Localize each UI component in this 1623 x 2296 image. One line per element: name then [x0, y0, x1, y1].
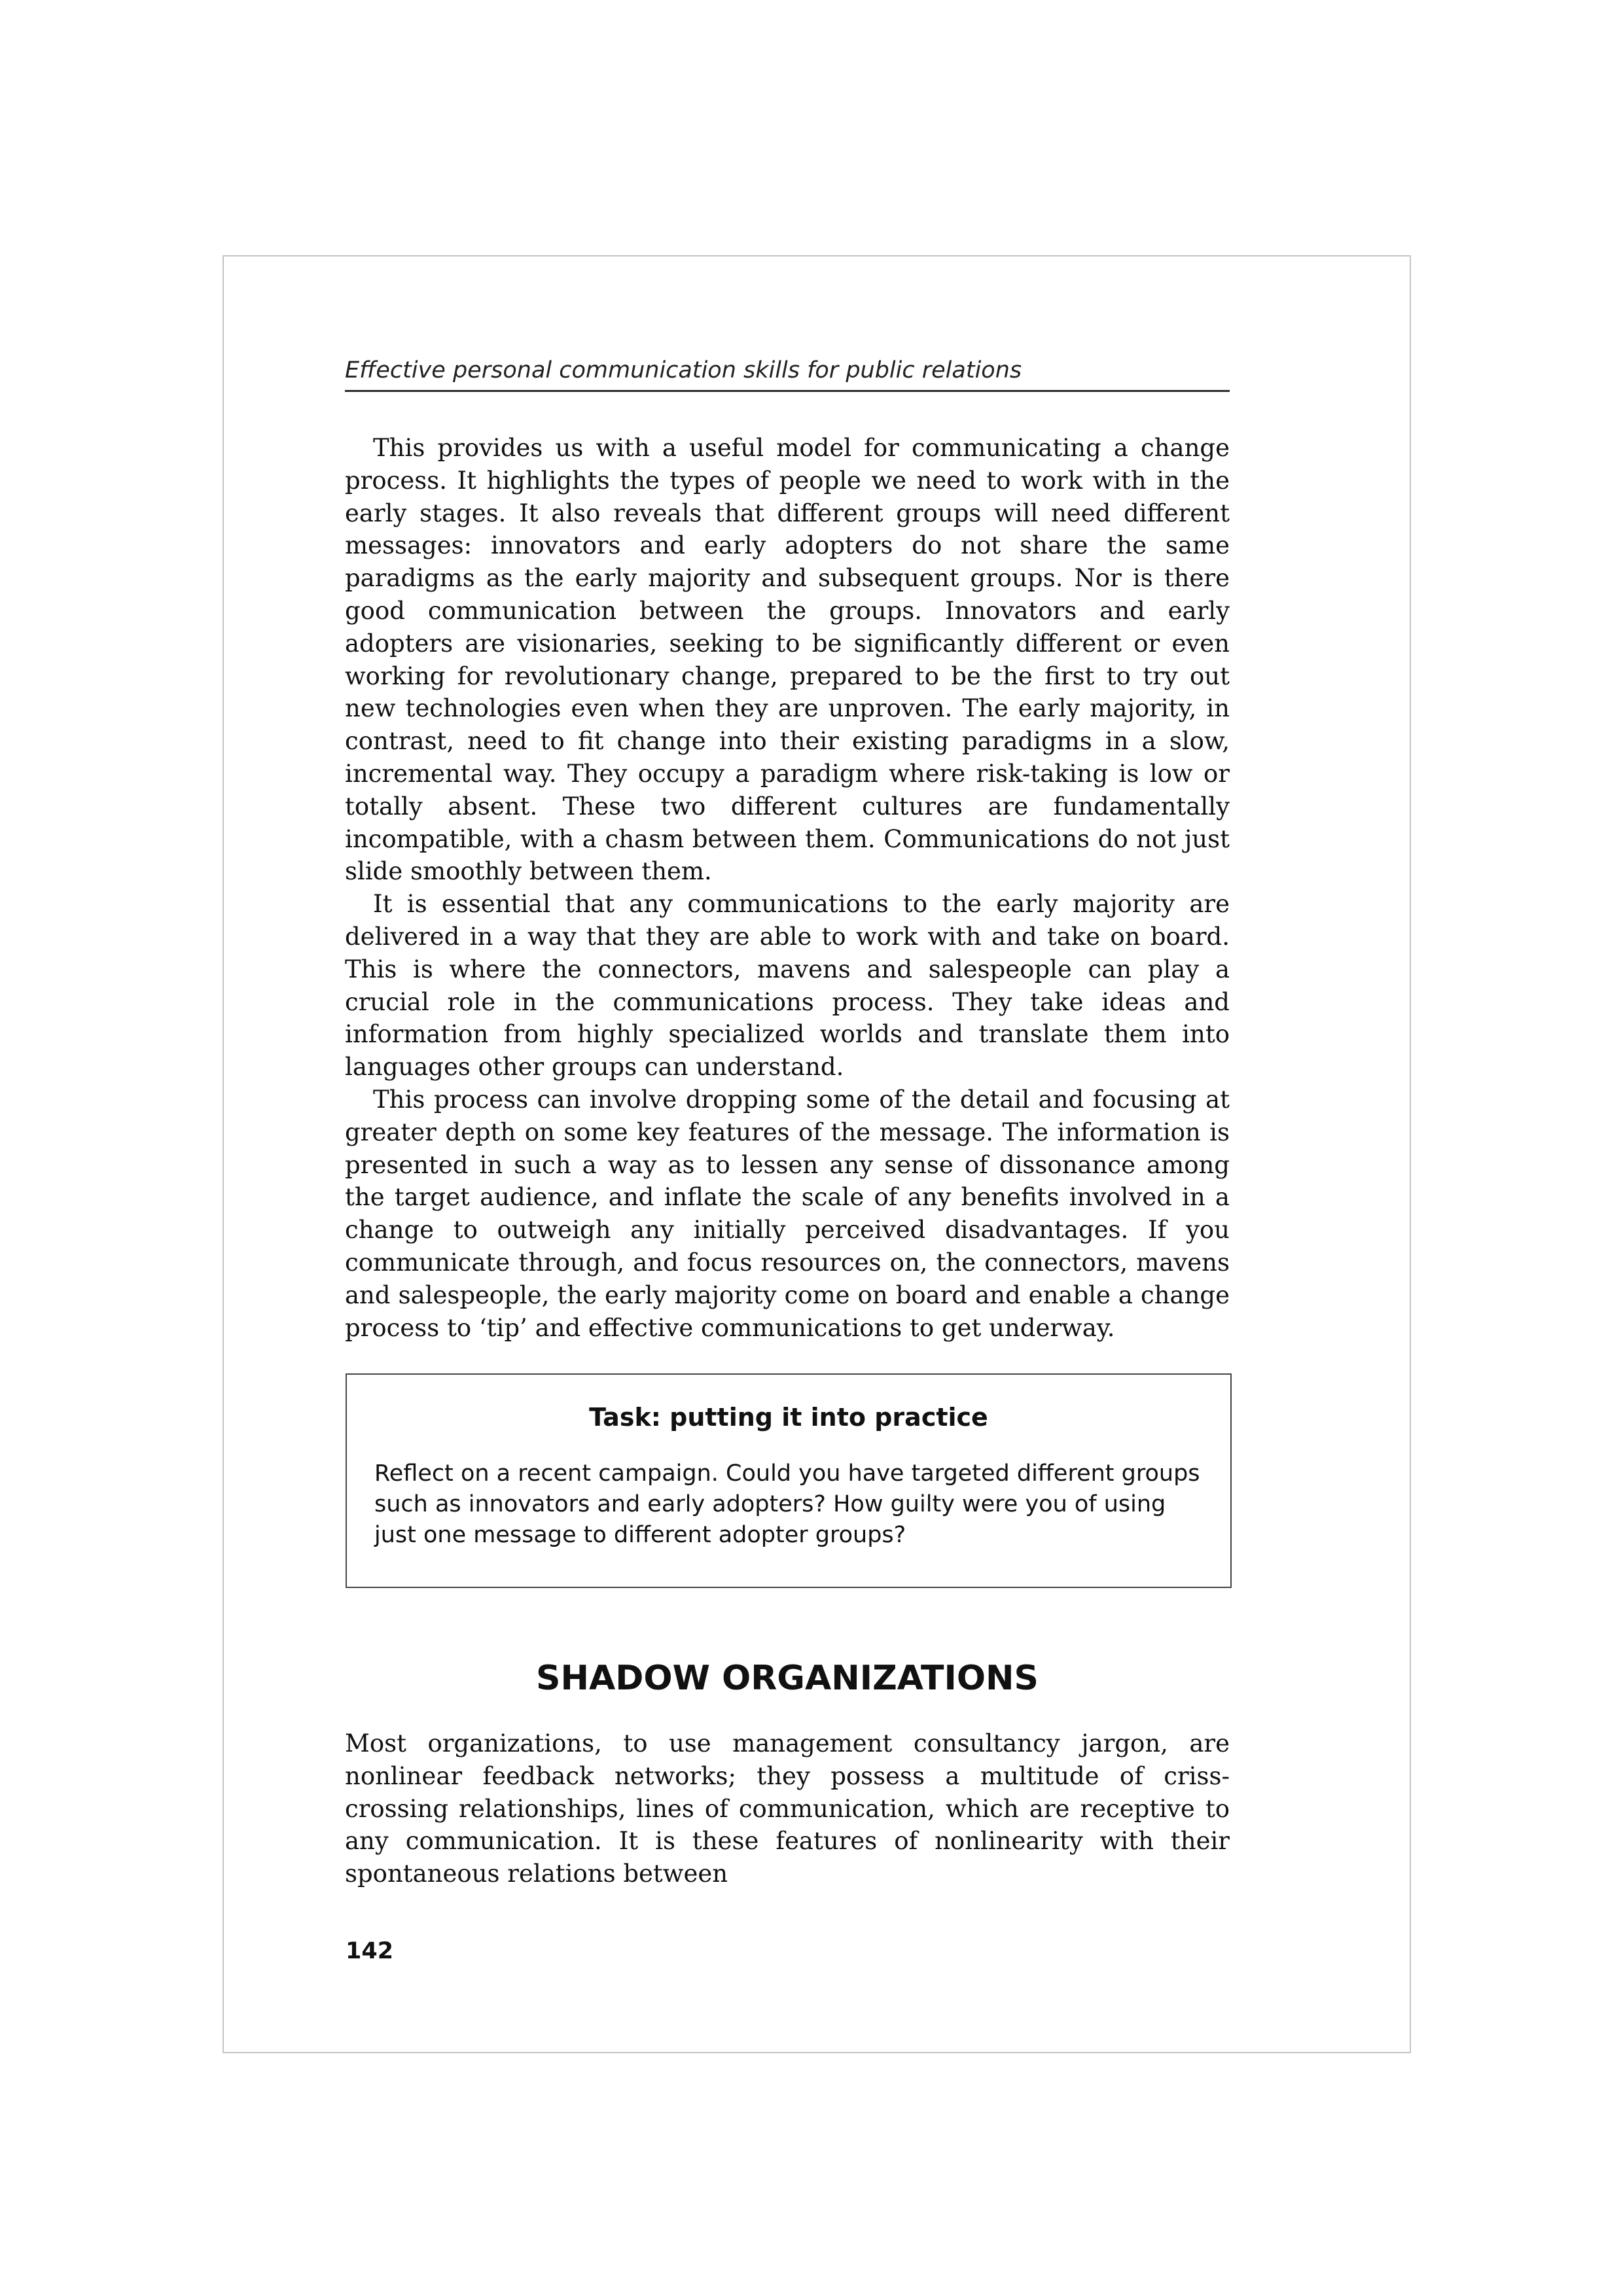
- section-heading: SHADOW ORGANIZATIONS: [536, 1659, 1039, 1698]
- task-box-title: Task: putting it into practice: [589, 1403, 988, 1432]
- task-box-text: Reflect on a recent campaign. Could you have targeted different groups such as innovators and early adopters? How guilty were you of using just one message to different adopter groups?: [374, 1460, 1200, 1548]
- page-number: 142: [346, 1938, 394, 1964]
- body-text: [345, 432, 1230, 1344]
- body-paragraph: This process can involve dropping some of the detail and focusing at greater depth on some key features of the message. The information is presented in such a way as to lessen any sense of dissonance among the target audience, and inflate the scale of any benefits involved in a change to outweigh any initially perceived disadvantages. If you communicate through, and focus resources on, the connectors, mavens and salespeople, the early majority come on board and enable a change process to ‘tip’ and effective communications to get underway.: [345, 1085, 1230, 1342]
- body-paragraph: It is essential that any communications to the early majority are delivered in a way that they are able to work with and take on board. This is where the connectors, mavens and salespeople can play a crucial role in the communications process. They take ideas and information from highly specialized worlds and translate them into languages other groups can understand.: [345, 890, 1230, 1082]
- section-text: [345, 1727, 1230, 1890]
- body-paragraph: This provides us with a useful model for communicating a change process. It highlights the types of people we need to work with in the early stages. It also reveals that different groups will need different messages: innovators and early adopters do not share the same paradigms as the early majority and subsequent groups. Nor is there good communication between the groups. Innovators and early adopters are visionaries, seeking to be significantly different or even working for revolutionary change, prepared to be the first to try out new technologies even when they are unproven. The early majority, in contrast, need to fit change into their existing paradigms in a slow, incremental way. They occupy a paradigm where risk-taking is low or totally absent. These two different cultures are fundamentally incompatible, with a chasm between them. Communications do not just slide smoothly between them.: [345, 434, 1230, 886]
- section-paragraph: Most organizations, to use management consultancy jargon, are nonlinear feedback networks; they possess a multitude of criss-crossing relationships, lines of communication, which are receptive to any communication. It is these features of nonlinearity with their spontaneous relations between: [345, 1729, 1230, 1888]
- running-header: Effective personal communication skills for public relations: [345, 351, 1230, 392]
- task-box: [346, 1373, 1232, 1588]
